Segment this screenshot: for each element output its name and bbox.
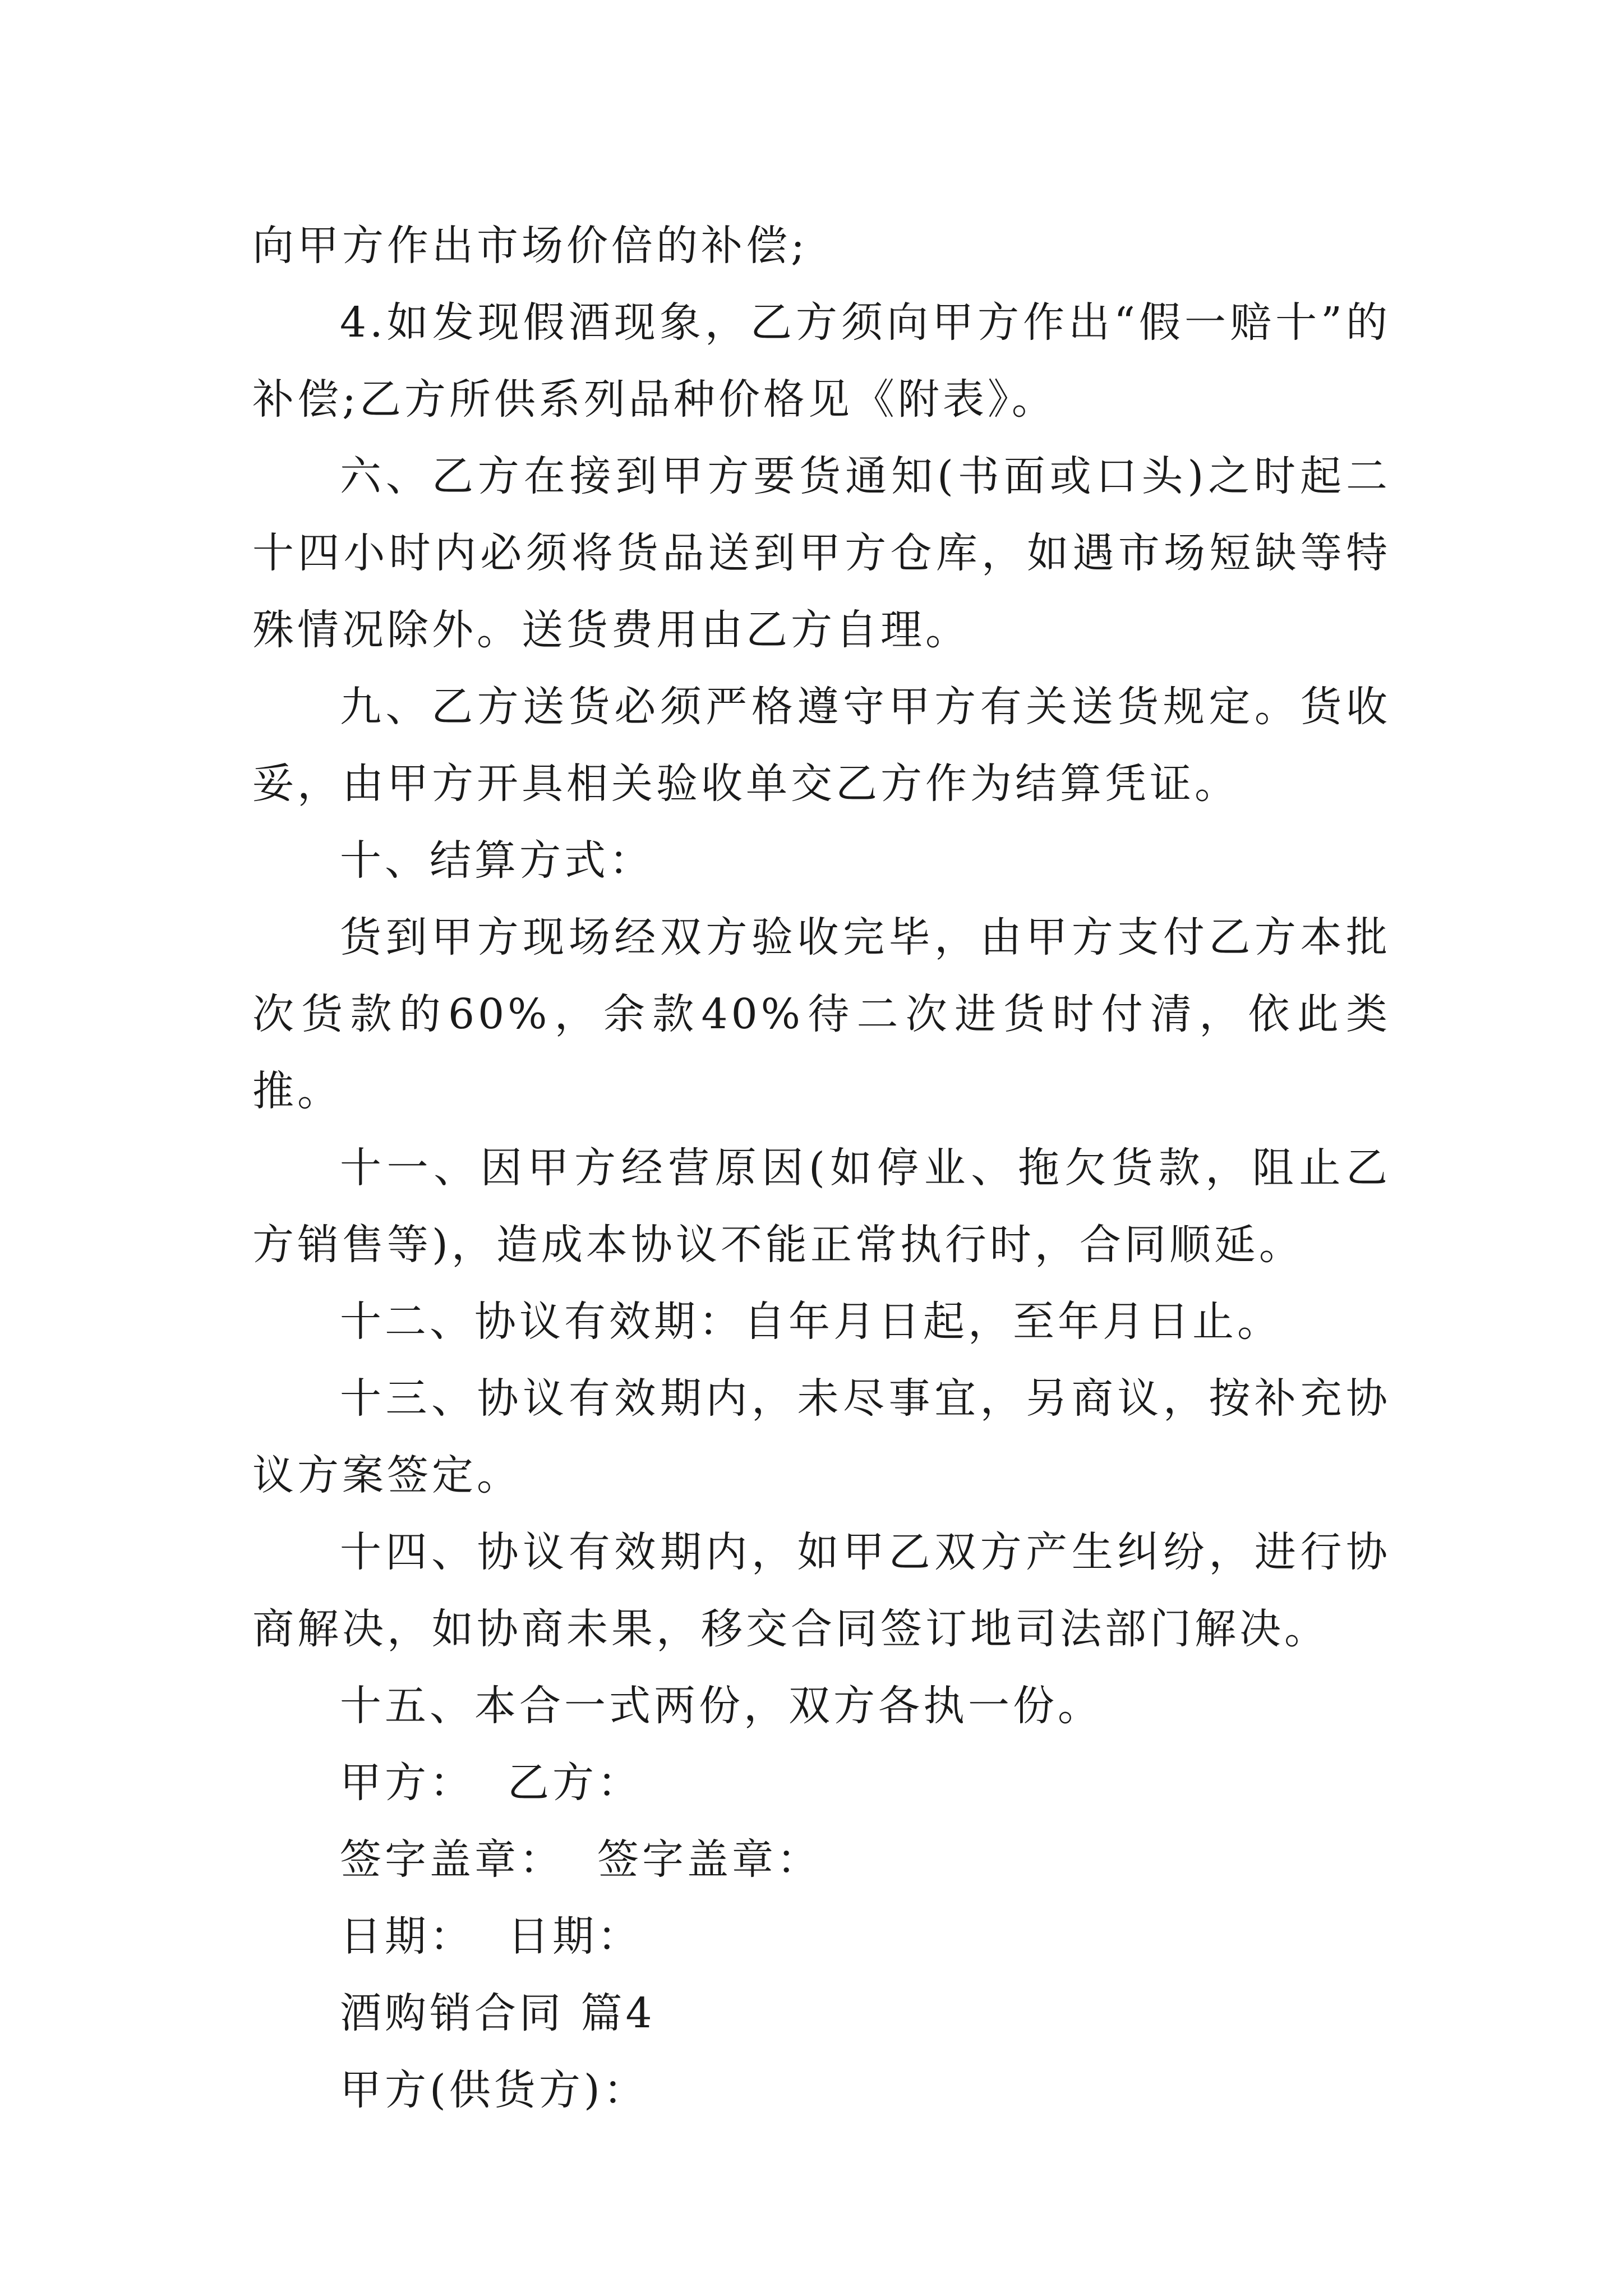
paragraph-clause-15-copies: 十五、本合一式两份，双方各执一份。 [340, 1682, 1103, 1730]
paragraph-clause-9-rules: 九、乙方送货必须严格遵守甲方有关送货规定。货收妥，由甲方开具相关验收单交乙方作为结算凭证。 [252, 683, 1391, 808]
paragraph-clause-10-settlement: 十、结算方式： [340, 836, 654, 885]
signature-date-line: 日期： 日期： [340, 1912, 643, 1961]
paragraph-compensation-continued: 向甲方作出市场价倍的补偿; [252, 222, 808, 270]
paragraph-clause-12-validity: 十二、协议有效期：自年月日起，至年月日止。 [340, 1297, 1282, 1346]
paragraph-clause-14-dispute: 十四、协议有效期内，如甲乙双方产生纠纷，进行协商解决，如协商未果，移交合同签订地司法部门解决。 [252, 1528, 1391, 1653]
paragraph-clause-4-counterfeit: 4.如发现假酒现象，乙方须向甲方作出“假一赔十”的补偿;乙方所供系列品种价格见《附表》。 [252, 298, 1391, 424]
signature-seal-line: 签字盖章： 签字盖章： [340, 1835, 822, 1884]
section-heading-contract-4: 酒购销合同 篇4 [340, 1989, 656, 2037]
paragraph-clause-13-supplement: 十三、协议有效期内，未尽事宜，另商议，按补充协议方案签定。 [252, 1374, 1391, 1499]
paragraph-clause-11-delay: 十一、因甲方经营原因(如停业、拖欠货款，阻止乙方销售等)，造成本协议不能正常执行时，合同顺延。 [252, 1144, 1391, 1269]
document-body [252, 208, 1391, 2129]
party-a-supplier-line: 甲方(供货方)： [340, 2066, 648, 2114]
paragraph-settlement-terms: 货到甲方现场经双方验收完毕，由甲方支付乙方本批次货款的60%，余款40%待二次进货时付清，依此类推。 [252, 913, 1391, 1115]
signature-parties-line: 甲方： 乙方： [340, 1759, 643, 1807]
paragraph-clause-6-delivery: 六、乙方在接到甲方要货通知(书面或口头)之时起二十四小时内必须将货品送到甲方仓库，如遇市场短缺等特殊情况除外。送货费用由乙方自理。 [252, 452, 1391, 654]
